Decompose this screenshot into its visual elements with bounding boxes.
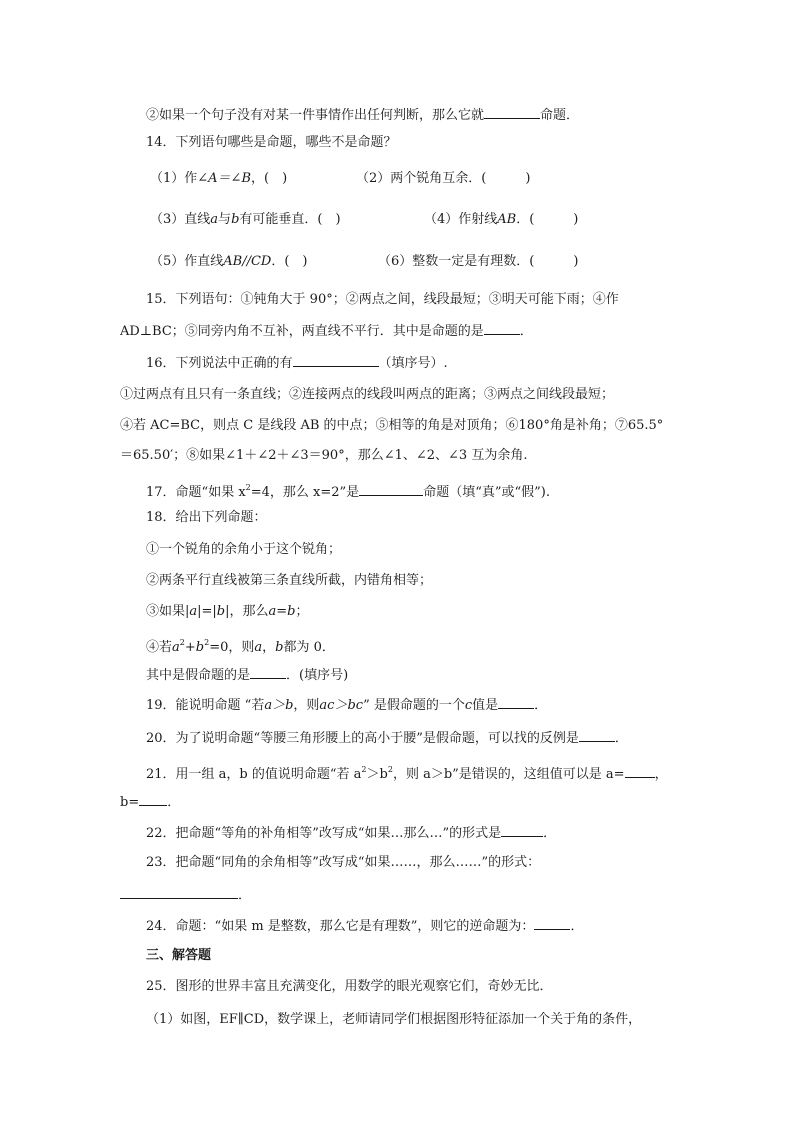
q16-line3: ④若 AC=BC，则点 C 是线段 AB 的中点；⑤相等的角是对顶角；⑥180°角是补角；⑦65.5° bbox=[120, 418, 664, 433]
q15-line1: 15．下列语句：①钝角大于 90°；②两点之间，线段最短；③明天可能下雨；④作 bbox=[146, 292, 619, 307]
q18-stem: 18．给出下列命题： bbox=[146, 510, 267, 525]
q13-part2: ②如果一个句子没有对某一件事情作出任何判断，那么它就 命题． bbox=[146, 104, 706, 124]
q18-item-2: ②两条平行直线被第三条直线所截，内错角相等； bbox=[146, 573, 433, 588]
answer-blank[interactable] bbox=[293, 352, 379, 367]
q25-line1: 25．图形的世界丰富且充满变化，用数学的眼光观察它们，奇妙无比． bbox=[146, 979, 553, 994]
q14-stem: 14．下列语句哪些是命题，哪些不是命题？ bbox=[146, 135, 397, 150]
q24: 24．命题：“如果 m 是整数，那么它是有理数”，则它的逆命题为： ． bbox=[146, 915, 706, 935]
q14-option-4: （4）作射线AB．( ) bbox=[424, 212, 579, 227]
answer-blank[interactable] bbox=[120, 884, 238, 899]
q23-line1: 23．把命题“同角的余角相等”改写成“如果……，那么……”的形式： bbox=[146, 855, 541, 870]
q18-item-4: ④若$a^2+b^2=0$，则a，b都为 0． bbox=[146, 638, 335, 655]
q25-line2: （1）如图，EF∥CD，数学课上，老师请同学们根据图形特征添加一个关于角的条件， bbox=[146, 1012, 642, 1027]
q16-stem: 16．下列说法中正确的有 （填序号）. bbox=[146, 352, 706, 372]
answer-blank[interactable] bbox=[579, 727, 615, 742]
answer-blank-b[interactable] bbox=[139, 791, 167, 806]
answer-blank[interactable] bbox=[359, 481, 423, 496]
answer-blank[interactable] bbox=[484, 104, 540, 119]
section-heading: 三、解答题 bbox=[146, 948, 212, 963]
q14-option-3: （3）直线a与b有可能垂直．( ) bbox=[150, 212, 341, 227]
q14-option-6: （6）整数一定是有理数．( ) bbox=[378, 254, 579, 269]
answer-blank-a[interactable] bbox=[625, 763, 655, 778]
answer-blank[interactable] bbox=[501, 822, 543, 837]
q23-line2: ． bbox=[120, 884, 680, 904]
q14-option-1: （1）作∠A＝∠B，( ) bbox=[150, 171, 288, 186]
q17: 17．命题“如果 $x^2=4$，那么 x=2”是 命题（填“真”或“假”). bbox=[146, 483, 550, 500]
q18-item-1: ①一个锐角的余角小于这个锐角； bbox=[146, 542, 342, 557]
q16-line2: ①过两点有且只有一条直线；②连接两点的线段叫两点的距离；③两点之间线段最短； bbox=[120, 387, 615, 402]
q21-line2: b= ． bbox=[120, 791, 680, 811]
answer-blank[interactable] bbox=[250, 664, 286, 679]
q14-options-row3 bbox=[146, 252, 706, 272]
q14-option-2: （2）两个锐角互余．( ) bbox=[356, 171, 531, 186]
q14-options-row1 bbox=[146, 169, 706, 189]
q22: 22．把命题“等角的补角相等”改写成“如果…那么…”的形式是 ． bbox=[146, 822, 706, 842]
answer-blank[interactable] bbox=[534, 915, 570, 930]
q20: 20．为了说明命题“等腰三角形腰上的高小于腰”是假命题，可以找的反例是 ． bbox=[146, 727, 706, 747]
q18-question: 其中是假命题的是 ．(填序号) bbox=[146, 664, 706, 684]
q18-item-3: ③如果|a|=|b|，那么a=b； bbox=[146, 604, 309, 619]
q16-line4: ＝65.50′；⑧如果∠1＋∠2＋∠3＝90°，那么∠1、∠2、∠3 互为余角. bbox=[120, 448, 528, 463]
q19: 19．能说明命题 “若a＞b，则ac＞bc” 是假命题的一个c值是 ． bbox=[146, 694, 706, 714]
q21-line1: 21．用一组 a，b 的值说明命题“若 $a^2>b^2$，则 a＞b”是错误的，这组值可以是 a= ， bbox=[146, 765, 668, 782]
answer-blank[interactable] bbox=[484, 320, 520, 335]
q14-options-row2 bbox=[146, 210, 706, 230]
q15-line2: AD⊥BC；⑤同旁内角不互补，两直线不平行．其中是命题的是 ． bbox=[120, 320, 680, 340]
answer-blank[interactable] bbox=[498, 694, 534, 709]
q14-option-5: （5）作直线AB//CD．( ) bbox=[150, 254, 308, 269]
